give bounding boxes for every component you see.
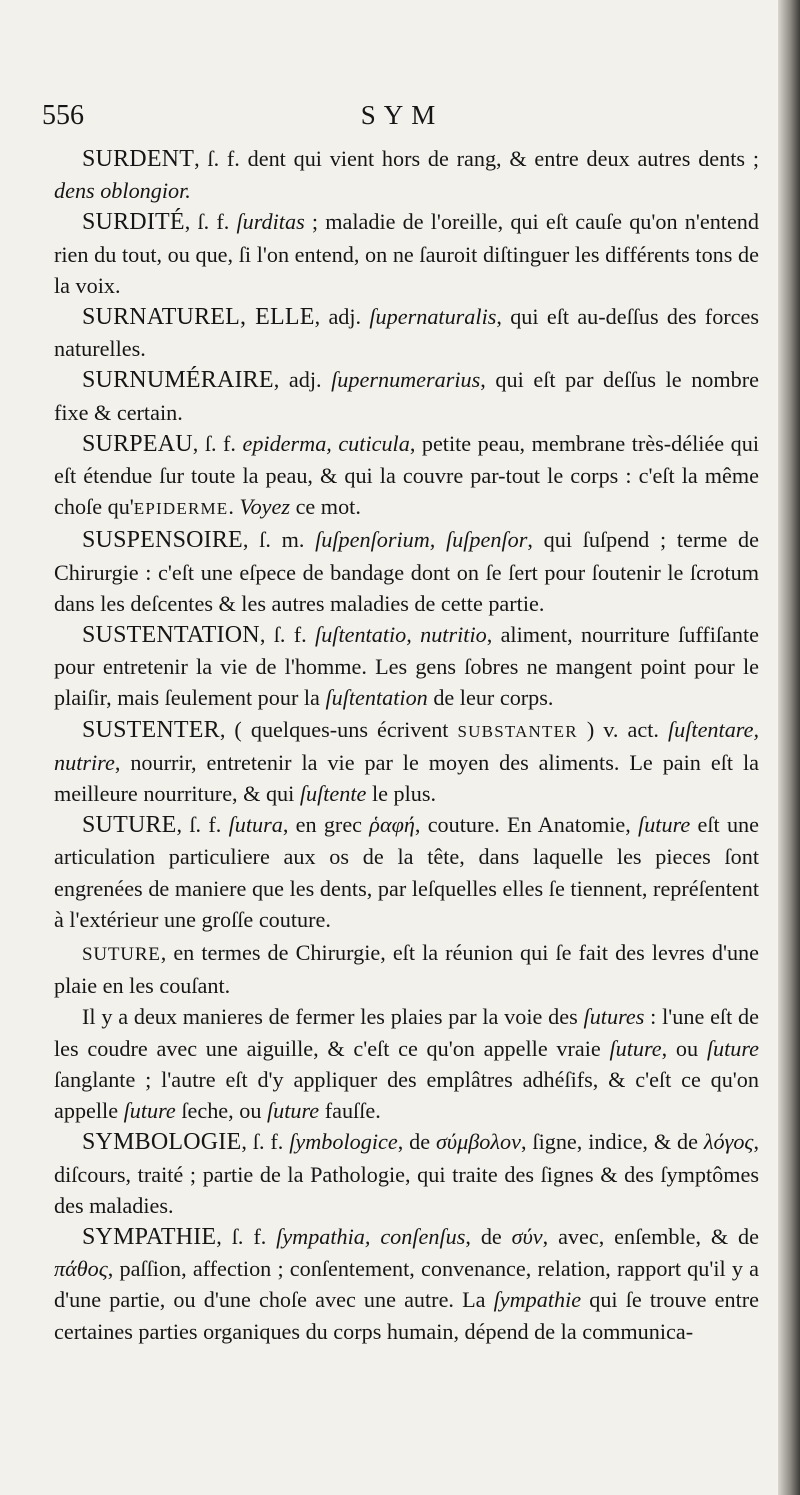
- running-head: SYM: [360, 100, 444, 130]
- headword: SUSTENTER: [82, 716, 220, 743]
- page-edge-shadow: [778, 0, 800, 1495]
- entry-surdite: SURDITÉ, ſ. f. ſurditas ; maladie de l'oreille, qui eſt cauſe qu'on n'entend rien du tout, ou que, ſi l'on entend, on ne ſauroit diſtinguer les différents tons de la voix.: [54, 209, 759, 298]
- page-number: 556: [42, 100, 84, 131]
- entry-surnumeraire: SURNUMÉRAIRE, adj. ſupernumerarius, qui eſt par deſſus le nombre fixe & certain.: [54, 367, 759, 425]
- cross-reference: EPIDERME: [133, 499, 229, 519]
- entry-surnaturel: SURNATUREL, ELLE, adj. ſupernaturalis, qui eſt au-deſſus des forces naturelles.: [54, 304, 760, 362]
- headword: SURPEAU: [82, 430, 193, 457]
- greek-word: λόγος: [703, 1129, 754, 1155]
- entry-surdent: SURDENT, ſ. f. dent qui vient hors de rang, & entre deux autres dents ; dens oblongior.: [54, 146, 759, 204]
- greek-word: σύν: [511, 1223, 543, 1249]
- entry-sustenter: SUSTENTER, ( quelques-uns écrivent SUBSTANTER ) v. act. ſuſtentare, nutrire, nourrir, entretenir la vie par le moyen des aliments. Le pain eſt la meilleure nourriture, & qui ſuſtente le plus.: [54, 716, 759, 807]
- headword: SUSPENSOIRE: [82, 527, 243, 554]
- entry-surpeau: SURPEAU, ſ. f. epiderma, cuticula, petite peau, membrane très-déliée qui eſt étendue ſur toute la peau, & qui la couvre par-tout le corps : c'eſt la même choſe qu'EPIDERME. Voyez ce mot.: [54, 430, 759, 520]
- entry-suture-methods: Il y a deux manieres de fermer les plaies par la voie des ſutures : l'une eſt de les coudre avec une aiguille, & c'eſt ce qu'on appelle vraie ſuture, ou ſuture ſanglante ; l'autre eſt d'y appliquer des emplâtres adhéſifs, & c'eſt ce qu'on appelle ſuture ſeche, ou ſuture fauſſe.: [54, 1004, 760, 1124]
- greek-word: πάθος: [54, 1256, 108, 1282]
- entry-suture-surgery: SUTURE, en termes de Chirurgie, eſt la réunion qui ſe fait des levres d'une plaie en les couſant.: [54, 940, 759, 999]
- greek-word: σύμβολον: [435, 1129, 521, 1155]
- page-header: [42, 100, 762, 140]
- headword: SUTURE: [82, 944, 161, 966]
- entry-suspensoire: SUSPENSOIRE, ſ. m. ſuſpenſorium, ſuſpenſor, qui ſuſpend ; terme de Chirurgie : c'eſt une eſpece de bandage dont on ſe ſert pour ſoutenir le ſcrotum dans les deſcentes & les autres maladies de cette partie.: [54, 527, 759, 616]
- headword: SUSTENTATION: [82, 622, 260, 649]
- cross-reference: SUBSTANTER: [457, 721, 578, 741]
- headword: SURDITÉ: [82, 209, 185, 236]
- entry-sustentation: SUSTENTATION, ſ. f. ſuſtentatio, nutritio, aliment, nourriture ſuffiſante pour entretenir la vie de l'homme. Les gens ſobres ne mangent point pour le plaiſir, mais ſeulement pour la ſuſtentation de leur corps.: [54, 622, 759, 711]
- headword: SYMBOLOGIE: [82, 1129, 242, 1156]
- headword: SURNATUREL, ELLE: [82, 304, 315, 331]
- entry-symbologie: SYMBOLOGIE, ſ. f. ſymbologice, de σύμβολον, ſigne, indice, & de λόγος, diſcours, traité ; partie de la Pathologie, qui traite des ſignes & des ſymptômes des maladies.: [54, 1129, 759, 1218]
- entry-suture-anatomy: SUTURE, ſ. f. ſutura, en grec ῥαφή, couture. En Anatomie, ſuture eſt une articulation particuliere aux os de la tête, dans laquelle les pieces ſont engrenées de maniere que les dents, par leſquelles elles ſe tiennent, repréſentent à l'extérieur une groſſe couture.: [54, 812, 759, 932]
- greek-word: ῥαφή: [369, 812, 415, 838]
- headword: SUTURE: [82, 812, 177, 839]
- headword: SURNUMÉRAIRE: [82, 367, 274, 394]
- entry-sympathie: SYMPATHIE, ſ. f. ſympathia, conſenſus, de σύν, avec, enſemble, & de πάθος, paſſion, affection ; conſentement, convenance, relation, rapport qu'il y a d'une partie, ou d'une choſe avec une autre. La ſympathie qui ſe trouve entre certaines parties organiques du corps humain, dépend de la communica-: [54, 1223, 759, 1344]
- headword: SYMPATHIE: [82, 1223, 217, 1250]
- headword: SURDENT: [82, 146, 195, 172]
- dictionary-text: [54, 143, 759, 1347]
